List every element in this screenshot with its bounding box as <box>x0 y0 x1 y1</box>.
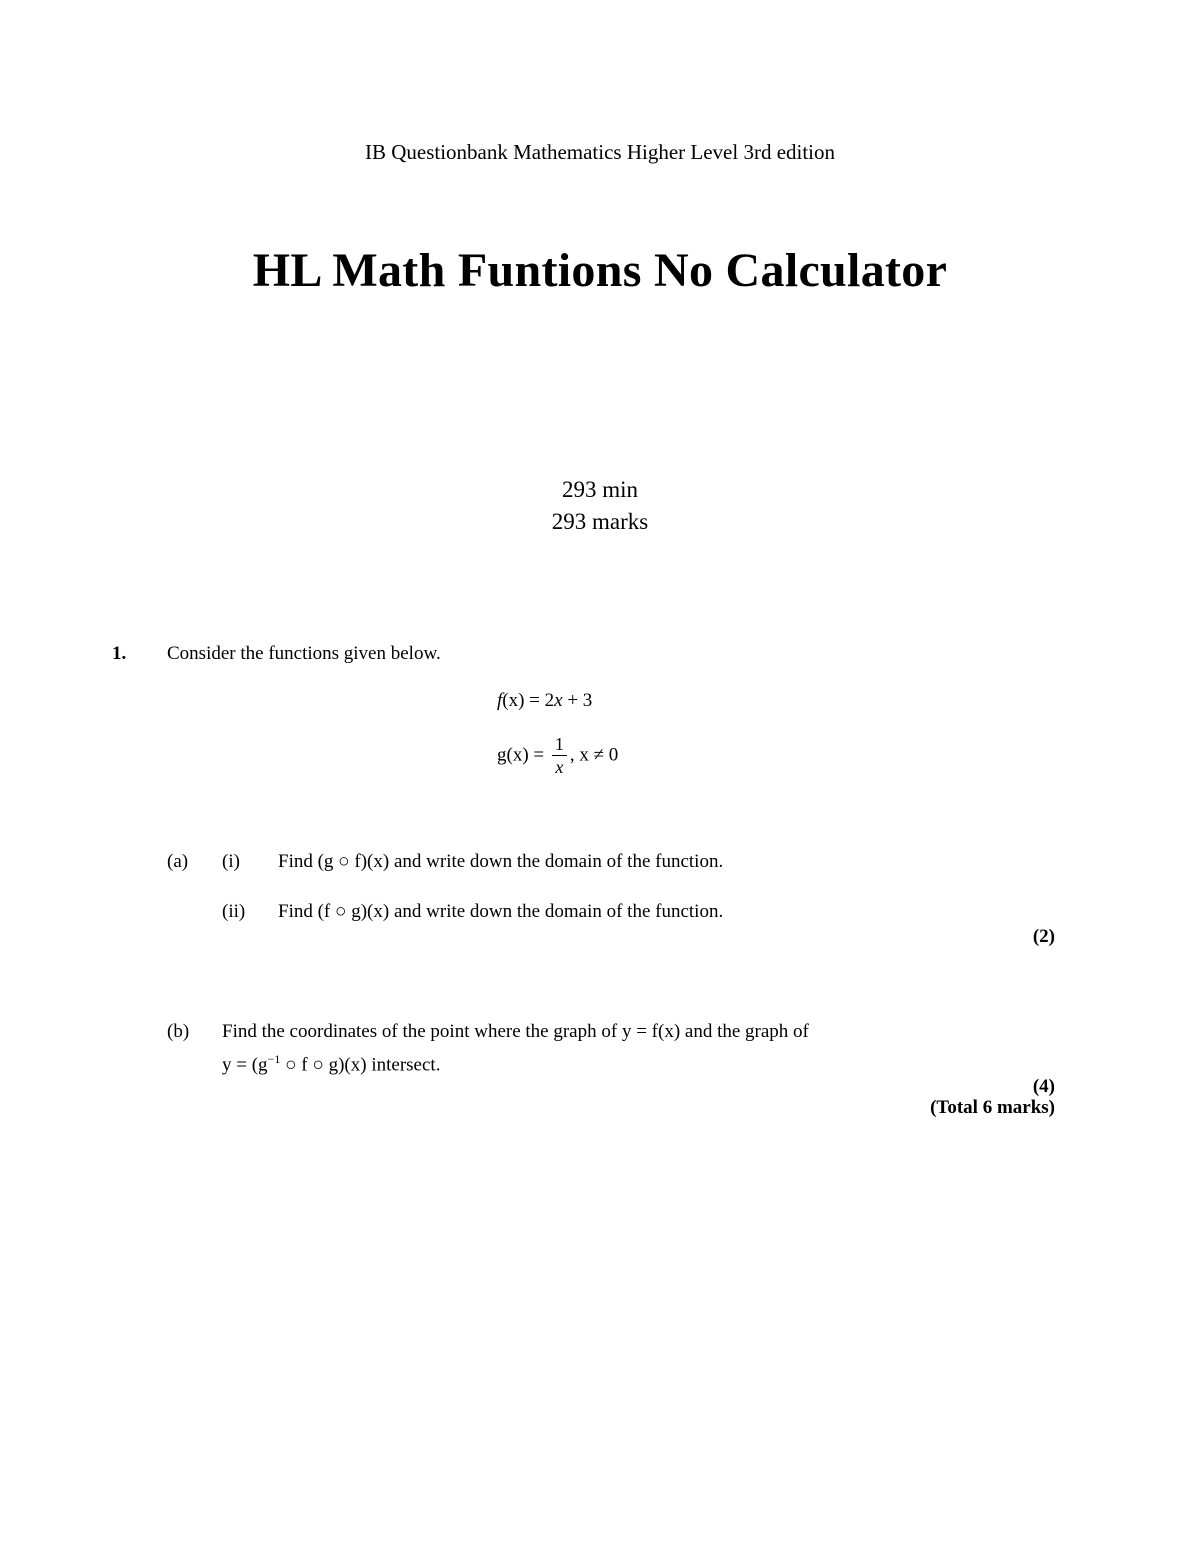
part-a-ii-label: (ii) <box>222 901 246 922</box>
part-b-line2-post: ○ f ○ g)(x) intersect. <box>280 1054 441 1076</box>
page-title: HL Math Funtions No Calculator <box>252 244 948 297</box>
total-marks-header: 293 marks <box>551 509 649 534</box>
g-lhs: g(x) = <box>497 744 549 766</box>
inverse-superscript: −1 <box>267 1052 281 1066</box>
question-total-marks: (Total 6 marks) <box>930 1097 1055 1118</box>
f-name: f <box>497 690 503 711</box>
g-denominator: x <box>555 757 564 777</box>
question-intro: Consider the functions given below. <box>167 643 441 664</box>
part-b-marks: (4) <box>1032 1076 1055 1097</box>
function-f-definition <box>497 690 592 712</box>
question-number: 1. <box>112 643 127 664</box>
part-a-i-label: (i) <box>222 851 240 872</box>
g-fraction <box>552 733 567 778</box>
part-b-line2-pre: y = (g <box>222 1054 268 1076</box>
f-x: x <box>554 690 563 711</box>
duration: 293 min <box>561 477 639 502</box>
part-b-label: (b) <box>167 1021 190 1042</box>
part-b-text-line2 <box>222 1052 440 1076</box>
part-b-text-line1: Find the coordinates of the point where the graph of y = f(x) and the graph of <box>222 1021 809 1042</box>
g-numerator: 1 <box>552 733 567 756</box>
g-condition: , x ≠ 0 <box>569 744 619 766</box>
part-a-marks: (2) <box>1032 926 1055 947</box>
f-rhs: + 3 <box>562 690 593 711</box>
part-a-label: (a) <box>167 851 189 872</box>
function-g-definition <box>497 733 618 778</box>
source-header: IB Questionbank Mathematics Higher Level 3rd edition <box>364 140 836 164</box>
f-body: (x) = 2 <box>502 690 555 711</box>
part-a-i-text: Find (g ○ f)(x) and write down the domain of the function. <box>278 851 724 872</box>
part-a-ii-text: Find (f ○ g)(x) and write down the domain of the function. <box>278 901 724 922</box>
